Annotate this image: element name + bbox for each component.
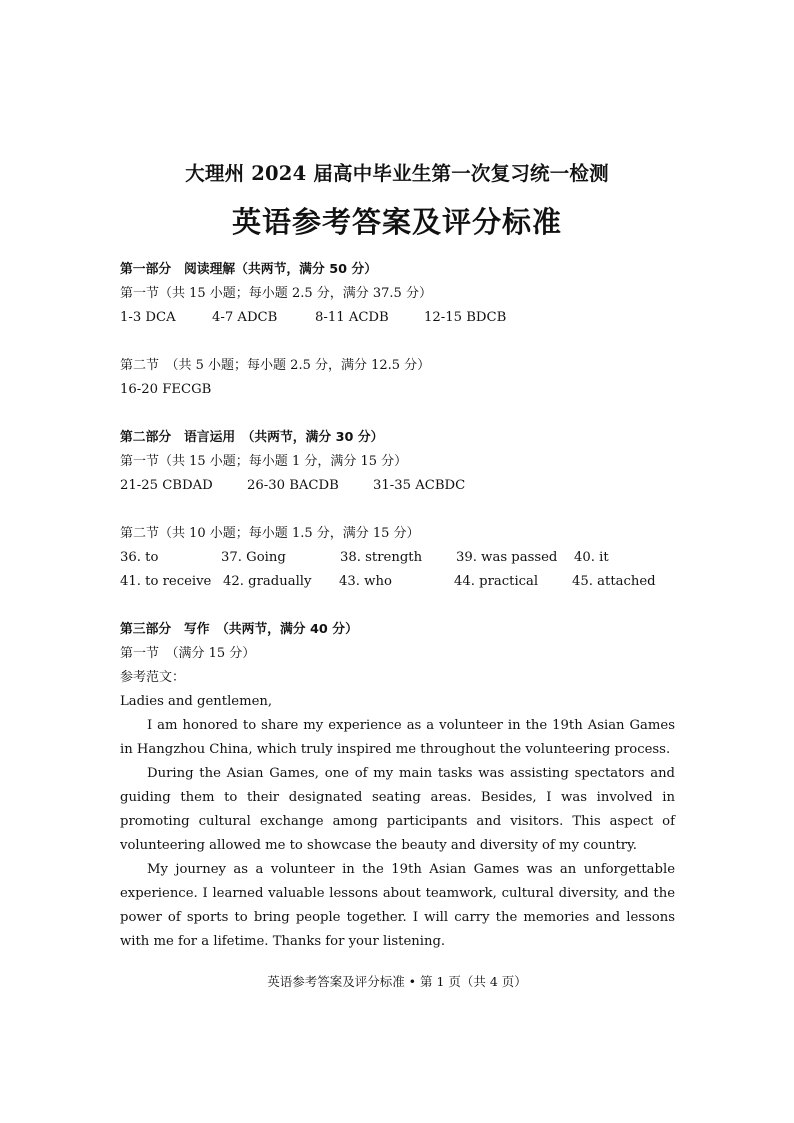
answer-group: 31-35 ACBDC (373, 478, 466, 493)
part2-section2-label: 第二节（共 10 小题；每小题 1.5 分，满分 15 分） (120, 526, 420, 541)
part2-section1-answers (120, 474, 675, 498)
answer-item: 39. was passed (456, 550, 558, 565)
part1-heading: 第一部分 阅读理解（共两节，满分 50 分） (120, 262, 378, 277)
answer-group: 8-11 ACDB (315, 310, 389, 325)
part3-heading: 第三部分 写作 （共两节，满分 40 分） (120, 622, 358, 637)
part2-heading: 第二部分 语言运用 （共两节，满分 30 分） (120, 430, 384, 445)
answer-group: 12-15 BDCB (424, 310, 507, 325)
part2-section2-row2 (120, 570, 675, 594)
essay-paragraph: My journey as a volunteer in the 19th Asian Games was an unforgettable experience. I learned valuable lessons about teamwork, cultural diversity, and the power of sports to bring people together. I will carry the memories and lessons with me for a lifetime. Thanks for your listening. (120, 862, 675, 949)
part3-section1-label: 第一节 （满分 15 分） (120, 646, 256, 661)
answer-item: 36. to (120, 550, 159, 565)
answer-item: 37. Going (221, 550, 286, 565)
document-title: 英语参考答案及评分标准 (231, 205, 562, 239)
answer-item: 40. it (574, 550, 609, 565)
part2-section1-label: 第一节（共 15 小题；每小题 1 分，满分 15 分） (120, 454, 408, 469)
part1-section1-answers (120, 306, 675, 330)
answer-item: 41. to receive (120, 574, 212, 589)
answer-group: 1-3 DCA (120, 310, 176, 325)
answer-group: 26-30 BACDB (247, 478, 339, 493)
essay-paragraph: I am honored to share my experience as a volunteer in the 19th Asian Games in Hangzhou China, which truly inspired me throughout the volunteering process. (120, 718, 675, 757)
answer-group: 4-7 ADCB (212, 310, 278, 325)
essay-paragraph: During the Asian Games, one of my main tasks was assisting spectators and guiding them to their designated seating areas. Besides, I was involved in promoting cultural exchange among participants and visitors. This aspect of volunteering allowed me to showcase the beauty and diversity of my country. (120, 766, 675, 853)
answer-group: 21-25 CBDAD (120, 478, 213, 493)
page-footer: 英语参考答案及评分标准 • 第 1 页（共 4 页） (267, 974, 527, 989)
exam-title: 大理州 2024 届高中毕业生第一次复习统一检测 (185, 162, 609, 185)
answer-item: 42. gradually (223, 574, 312, 589)
part2-section2-row1 (120, 546, 675, 570)
answer-item: 44. practical (454, 574, 539, 589)
answer-group: 16-20 FECGB (120, 382, 212, 397)
essay-greeting: Ladies and gentlemen, (120, 694, 273, 709)
part1-section1-label: 第一节（共 15 小题；每小题 2.5 分，满分 37.5 分） (120, 286, 432, 301)
sample-essay-label: 参考范文： (120, 670, 186, 685)
answer-content (120, 258, 675, 954)
answer-item: 45. attached (572, 574, 656, 589)
answer-item: 38. strength (340, 550, 423, 565)
part1-section2-label: 第二节 （共 5 小题；每小题 2.5 分，满分 12.5 分） (120, 358, 431, 373)
answer-item: 43. who (339, 574, 392, 589)
part1-section2-answers (120, 378, 675, 402)
